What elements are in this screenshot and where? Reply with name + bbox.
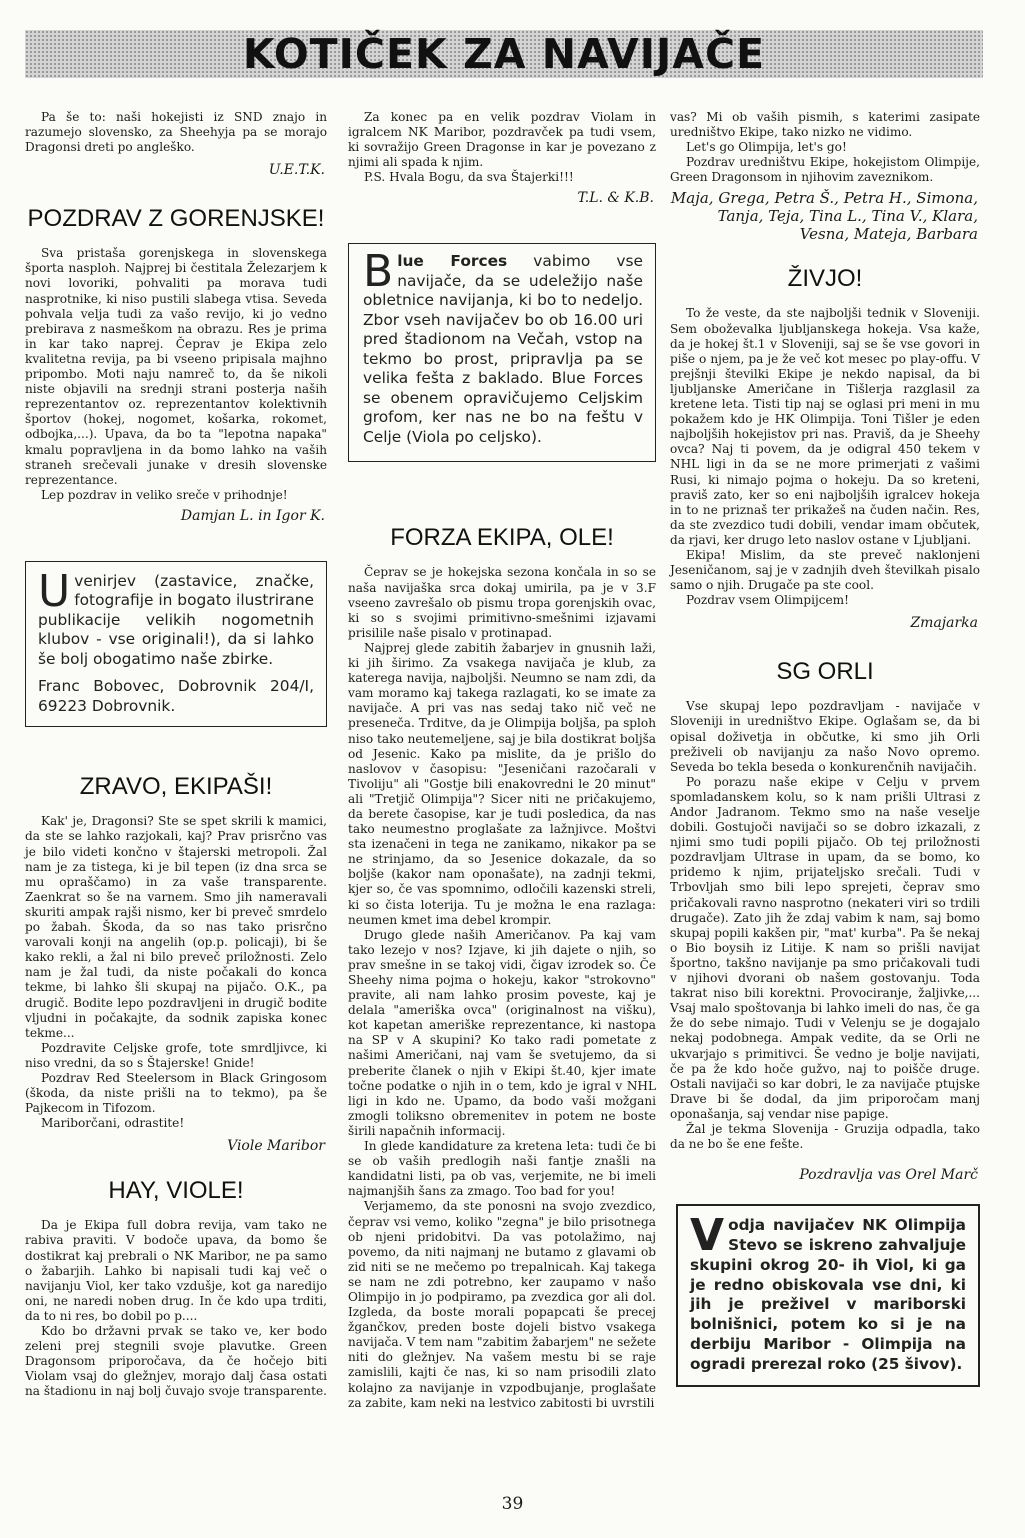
postscript: P.S. Hvala Bogu, da sva Štajerki!!! bbox=[364, 170, 574, 185]
drop-cap: B bbox=[363, 246, 394, 298]
signature: Zmajarka bbox=[910, 615, 978, 632]
column-left bbox=[25, 110, 327, 1399]
notice-address: Franc Bobovec, Dobrovnik 204/I, 69223 Dobrovnik. bbox=[38, 677, 314, 715]
article-title: POZDRAV Z GORENJSKE! bbox=[27, 205, 325, 233]
page-number: 39 bbox=[501, 1494, 524, 1514]
signature: Viole Maribor bbox=[227, 1138, 325, 1155]
article-title: HAY, VIOLE! bbox=[108, 1177, 244, 1205]
article-paragraph: To že veste, da ste najboljši tednik v Sloveniji. Sem oboževalka ljubljanskega hokeja. Vsa kaže, da je hokej št.1 v Sloveniji, saj se še vse govori in piše o njem, pa je že več kot mesec po play-offu. V prejšnji številki Ekipe je nekdo napisal, da bi ljubljanske Američane in Tišlerja razglasil za kretene leta. Tisti tip naj se oglasi pri meni in mu pokažem kdo je HK Olimpija. Toni Tišler je eden najboljših hokejistov pri nas. Praviš, da je Sheehy ovca? Naj ti povem, da je odigral 450 tekem v NHL ligi in da se ne more primerjati z vašimi Rusi, ki nimajo pojma o hokeju. Da so kreteni, praviš zato, ker so eni najboljših igralcev hokeja in to ne priznaš ter prikažeš na čuden način. Res, da ste zvezdico tudi dobili, vendar imam občutek, da rjavi, ker drugo leto naslov ostane v Ljubljani. bbox=[670, 306, 980, 547]
event-lead: lue Forces bbox=[397, 252, 508, 271]
article-paragraph: Čeprav se je hokejska sezona končala in so se naša navijaška srca dokaj umirila, pa je v 3.F vseeno zavrešalo ob pismu tropa gorenjskih ovac, ki so s svojimi primitivno-smešnimi izjavami prisilile naše pisalo v protinapad. bbox=[348, 565, 656, 640]
section-title: KOTIČEK ZA NAVIJAČE bbox=[242, 30, 766, 78]
notice-box bbox=[25, 561, 327, 728]
intro-paragraph: Pa še to: naši hokejisti iz SND znajo in razumejo slovensko, za Sheehyja pa se morajo Dragonsi dreti po angleško. bbox=[25, 110, 327, 155]
thanks-box bbox=[676, 1204, 980, 1386]
signature: Pozdravlja vas Orel Marč bbox=[799, 1167, 978, 1184]
column-middle bbox=[348, 110, 656, 1411]
section-banner bbox=[25, 30, 983, 78]
article-paragraph: Sva pristaša gorenjskega in slovenskega športa nasploh. Najprej bi čestitala Železarjem k novi lovoriki, pohvaliti pa morava tudi nasprotnike, ki niso pustili slabega vtisa. Seveda pohvala velja tudi za vašo revijo, ki jo vedno prebirava z nasmeškom na obrazu. Res je prima in kar tako naprej. Čeprav je Ekipa zelo kvalitetna revija, pa bi vseeno pripisala majhno pripombo. Moti naju namreč to, da še nikoli niste objavili na srednji strani posterja naših reprezentantov oz. reprezentantov kolektivnih športov (hokej, nogomet, košarka, rokomet, odbojka,...). Upava, da bo ta "lepotna napaka" kmalu popravljena in da bomo lahko na vaših straneh srečevali junake v dresih slovenske reprezentance. bbox=[25, 246, 327, 487]
article-paragraph: Pozdrav uredništvu Ekipe, hokejistom Olimpije, Green Dragonsom in njihovim zaveznikom. bbox=[670, 155, 980, 185]
article-paragraph: In glede kandidature za kretena leta: tudi če bi se ob vaših predlogih naši fantje znašli na kandidatni listi, pa ob vas, verjemite, ne bi imeli najmanjših šans za zmago. Too bad for you! bbox=[348, 1139, 656, 1199]
article-paragraph: Najprej glede zabitih žabarjev in gnusnih laži, ki jih širimo. Za vsakega navijača je klub, za katerega navija, najboljši. Neumno se nam zdi, da vam moramo kaj takega razlagati, ko se imate za navijače. A pri vas nas sedaj tako nič več ne preseneča. Trditve, da je Olimpija boljša, pa sploh niso tako neutemeljene, saj je bila dostikrat boljša od Jesenic. Kako pa mislite, da je prišlo do naslovov v časopisu: "Jeseničani razočarali v Tivoliju" ali "Gostje bili enakovredni le 20 minut" ali "Tretjič Olimpija"? Sicer niti ne pričakujemo, da berete časopise, kar je tudi posledica, da nas tako neumestno proglašate za lažnjivce. Moštvi sta izenačeni in tega ne zanikamo, nikakor pa se ne strinjamo, da so Jesenice dokazale, da so boljše (kakor nam oponašate), na zadnji tekmi, kjer so, če vas spomnimo, odločili kazenski streli, ki so čista loterija. Tu je možna le ena razlaga: neumen kmet ima debel krompir. bbox=[348, 640, 656, 927]
drop-cap: U bbox=[38, 565, 71, 617]
article-paragraph: Pozdravite Celjske grofe, tote smrdljivce, ki niso vredni, da so s Štajerske! Gnide! bbox=[25, 1040, 327, 1070]
article-paragraph: Pozdrav Red Steelersom in Black Gringosom (škoda, da niste prišli na to tekmo), pa še Pajkecom in Tifozom. bbox=[25, 1070, 327, 1116]
article-title: ZRAVO, EKIPAŠI! bbox=[79, 773, 273, 801]
article-paragraph: Mariborčani, odrastite! bbox=[41, 1116, 185, 1131]
article-title: ŽIVJO! bbox=[787, 265, 863, 293]
article-paragraph: Po porazu naše ekipe v Celju v prvem spomladanskem kolu, so k nam prišli Ultrasi z Andor Jadranom. Tekmo smo na naše veselje dobili. Gostujoči navijači so se dobro izkazali, z njimi smo tudi popili pijačo. Ob tej priložnosti pozdravljam Ultrase in upam, da se bomo, ko pridemo k njim, prijateljsko srečali. Tudi v Trbovljah smo bili lepo sprejeti, čeprav smo pričakovali ravno nasprotno (nekateri viri so trdili drugače). Zato jih že zdaj vabim k nam, saj bomo skupaj popili kakšen pir, "mat' kurba". Pa še nekaj o Bio boysih iz Litije. K nam so prišli navijat športno, takšno navijanje pa smo pričakovali tudi v njihovi dvorani ob našem gostovanju. Toda takrat niso bili korektni. Provociranje, žaljivke,... Vsaj malo spoštovanja bi lahko imeli do nas, če ga že do sebe nimajo. Tudi v Velenju se je dogajalo nekaj podobnega. Ampak vedite, da se Orli ne ukvarjajo s primitivci. Še vedno je bolje navijati, če pa že kdo hoče gužvo, naj to poišče druge. Ostali navijači so kar dobri, le za navijače ptujske Drave bi še dodal, da jim priporočam manj oponašanja, saj vendar nise papige. bbox=[670, 774, 980, 1121]
article-title: FORZA EKIPA, OLE! bbox=[390, 524, 614, 552]
signature: Damjan L. in Igor K. bbox=[180, 507, 325, 524]
drop-cap: V bbox=[690, 1210, 725, 1262]
article-paragraph: Pozdrav vsem Olimpijcem! bbox=[686, 593, 849, 608]
event-text: vabimo vse navijače, da se udeležijo naše obletnice navijanja, ki bo to nedeljo. Zbor vseh navijačev bo ob 16.00 uri pred štadionom na Večah, vstop na tekmo bo prost, pripravlja pa se velika fešta z baklado. Blue Forces se obenem opravičujemo Celjskim grofom, ker nas ne bo na feštu v Celje (Viola po celjsko). bbox=[363, 252, 643, 446]
signature: T.L. & K.B. bbox=[577, 190, 654, 207]
article-paragraph: Let's go Olimpija, let's go! bbox=[686, 140, 847, 155]
article-paragraph: Kdo bo državni prvak se tako ve, ker bodo zeleni prej stegnili svoje plavutke. Green Dragonsom priporočava, da če hočejo biti Violam vsaj do gležnjev, morajo dalj časa ostati na štadionu in naj bolj čuvajo svoje transparente. bbox=[25, 1324, 327, 1399]
article-paragraph: Verjamemo, da ste ponosni na svojo zvezdico, čeprav vsi vemo, koliko "zegna" je bilo prisotnega ob njeni pridobitvi. Da vas potolažimo, naj povemo, da niti najmanj ne butamo z glavami ob zid niti se ne mečemo po trepalnicah. Kaj takega se nam ne zdi potrebno, ker zaupamo v našo Olimpijo in jo podpiramo, pa zvezdica gor ali dol. Izgleda, da boste morali popapcati še precej žgančkov, preden boste dojeli bistvo vsakega navijača. V tem nam "zabitim žabarjem" ne sežete niti do gležnjev. Na vašem mestu bi se raje zamislili, kajti če nas, ki so nam prisodili zlato kolajno za navijanje in vzpodbujanje, proglašate za zabite, kam neki na lestvico zabitosti bi uvrstili bbox=[348, 1199, 656, 1410]
article-paragraph: Ekipa! Mislim, da ste preveč naklonjeni Jeseničanom, saj je v zadnjih dveh številkah pisalo samo o njih. Drugače pa ste cool. bbox=[670, 547, 980, 593]
continued-paragraph: vas? Mi ob vaših pismih, s katerimi zasipate uredništvo Ekipe, tako nizko ne vidimo. bbox=[670, 110, 980, 140]
article-paragraph: Lep pozdrav in veliko sreče v prihodnje! bbox=[41, 487, 288, 502]
signature: U.E.T.K. bbox=[268, 162, 325, 179]
notice-text: venirjev (zastavice, značke, fotografije in bogato ilustrirane publikacije velikih nogometnih klubov - vse originali!), da si lahko še bolj obogatimo naše zbirke. bbox=[38, 571, 314, 668]
article-paragraph: Žal je tekma Slovenija - Gruzija odpadla, tako da ne bo še ene fešte. bbox=[670, 1121, 980, 1152]
event-box bbox=[348, 243, 656, 462]
intro-paragraph: Za konec pa en velik pozdrav Violam in igralcem NK Maribor, pozdravček pa tudi vsem, ki sovražijo Green Dragonse in kar je povezano z njimi ali spada k njim. bbox=[348, 110, 656, 170]
signature: Maja, Grega, Petra Š., Petra H., Simona, Tanja, Teja, Tina L., Tina V., Klara, Vesna, Mateja, Barbara bbox=[670, 189, 978, 244]
article-paragraph: Da je Ekipa full dobra revija, vam tako ne rabiva praviti. V bodoče upava, da bomo še dostikrat kaj prebrali o NK Maribor, ne pa samo o žabarjih. Lahko bi napisali tudi kaj več o navijanju Viol, ker tako vzdušje, kot ga naredijo oni, ne naredi noben drug. In če kdo upa trditi, da to ni res, bo dobil po p.... bbox=[25, 1218, 327, 1323]
column-right bbox=[670, 110, 980, 1387]
article-title: SG ORLI bbox=[776, 658, 874, 686]
article-paragraph: Drugo glede naših Američanov. Pa kaj vam tako lezejo v nos? Izjave, ki jih dajete o njih, so prav smešne in se takoj vidi, čigav izrodek so. Če Sheehy nima pojma o hokeju, kakor "strokovno" pravite, ali nam lahko prosim poveste, kaj je delala "ameriška ovca" (originalnost na višku), kot kapetan ameriške reprezentance, ki nastopa na SP v A skupini? Ko tako radi pometate z našimi Američani, naj vam še svetujemo, da si preberite članek o njih v Ekipi št.40, kjer imate točne podatke o njih in o tem, kdo je igral v NHL ligi in kdo ne. Upamo, da bodo vaši možgani zmogli toliksno obremenitev in potem ne boste širili napačnih informacij. bbox=[348, 927, 656, 1138]
article-paragraph: Kak' je, Dragonsi? Ste se spet skrili k mamici, da ste se lahko razjokali, kaj? Prav prisrčno vas je bilo videti končno v štajerski metropoli. Žal nam je za tistega, ki je bil tepen (iz dna srca se mu opraščamo) in za vaše transparente. Zaenkrat so še na varnem. Smo jih nameravali skuriti ampak rajši nismo, ker bi preveč smrdelo po žabah. Škoda, da so nas tako prisrčno varovali konji na angelih (op.p. policaji), bi še kako rekli, a žal ni bilo preveč priložnosti. Zelo nam je žal tudi, da niste počakali do konca tekme, bi lahko šli skupaj na pijačo. O.K., pa drugič. Bodite lepo pozdravljeni in drugič bodite vljudni in počakajte, da sodnik zapiska konec tekme... bbox=[25, 814, 327, 1040]
thanks-text: odja navijačev NK Olimpija Stevo se iskreno zahvaljuje skupini okrog 20- ih Viol, ki ga je redno obiskovala vse dni, ki jih je preživel v mariborski bolnišnici, potem ko si je na derbiju Maribor - Olimpija na ogradi prerezal roko (25 šivov). bbox=[690, 1216, 966, 1373]
article-paragraph: Vse skupaj lepo pozdravljam - navijače v Sloveniji in uredništvo Ekipe. Oglašam se, da bi opisal doživetja in občutke, ki smo jih Orli preživeli ob navijanju za našo Novo opremo. Seveda bo tekla beseda o konkurenčnih navijačih. bbox=[670, 699, 980, 774]
